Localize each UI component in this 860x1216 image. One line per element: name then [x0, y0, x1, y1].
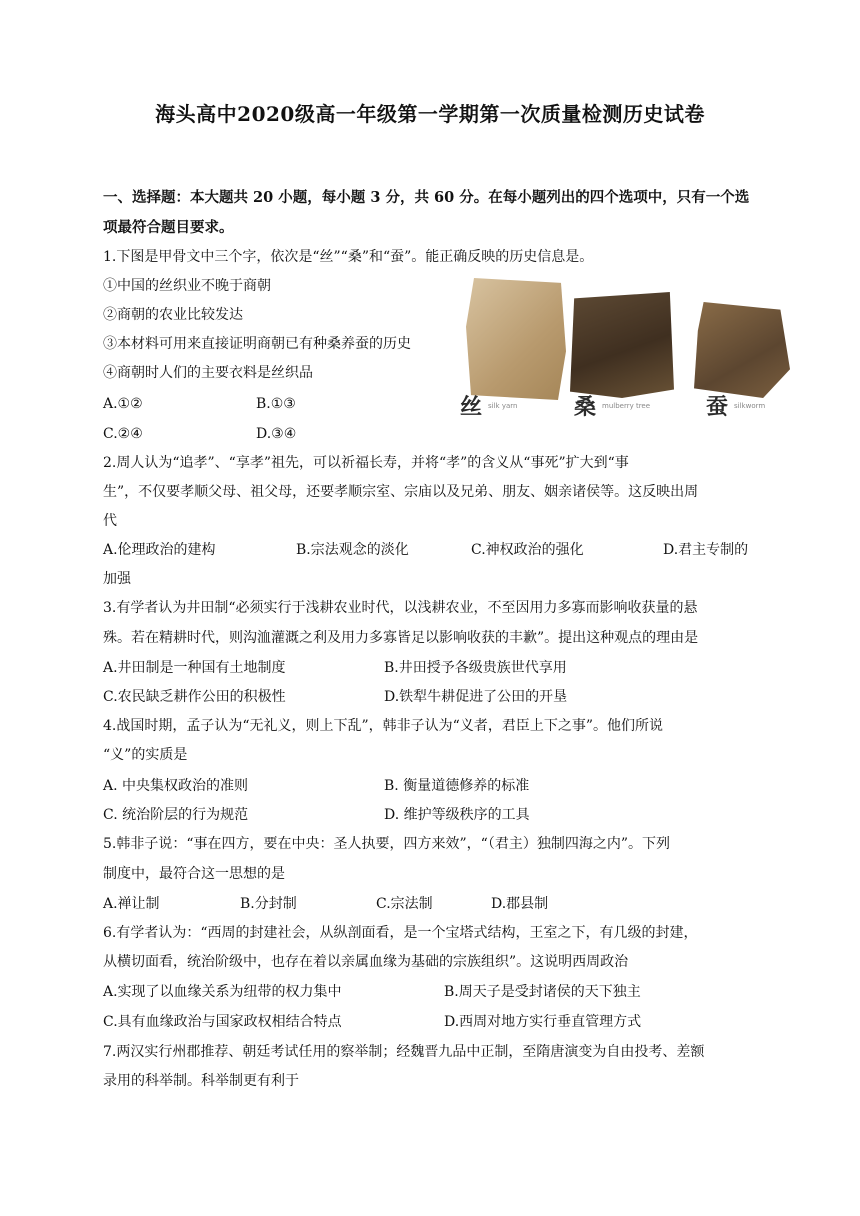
- oracle-glyph-silk: 丝: [460, 394, 483, 420]
- q4-stem-line-1: 4.战国时期，孟子认为“无礼义，则上下乱”，韩非子认为“义者，君臣上下之事”。他们所说: [103, 718, 663, 734]
- q6-stem-line-1: 6.有学者认为：“西周的封建社会，从纵剖面看，是一个宝塔式结构，王室之下，有几级的封建，: [103, 925, 698, 941]
- oracle-glyph-silkworm: 蚕: [706, 394, 729, 420]
- q1-option-b[interactable]: B.①③: [256, 396, 296, 412]
- q6-option-a[interactable]: A.实现了以血缘关系为纽带的权力集中: [103, 984, 342, 1000]
- q4-option-d[interactable]: D. 维护等级秩序的工具: [384, 807, 530, 823]
- q2-option-a[interactable]: A.伦理政治的建构: [103, 542, 216, 558]
- caption-silkworm: silkworm: [734, 402, 766, 410]
- q5-option-b[interactable]: B.分封制: [240, 896, 297, 912]
- q1-item-4: ④商朝时人们的主要衣料是丝织品: [103, 365, 313, 381]
- page-title: 海头高中2020级高一年级第一学期第一次质量检测历史试卷: [155, 102, 705, 126]
- q1-option-a[interactable]: A.①②: [103, 396, 143, 412]
- q1-item-3: ③本材料可用来直接证明商朝已有种桑养蚕的历史: [103, 336, 411, 352]
- q5-stem-line-1: 5.韩非子说：“事在四方，要在中央：圣人执要，四方来效”，“（君主）独制四海之内”。下列: [103, 836, 670, 852]
- oracle-bone-figure: [458, 272, 796, 422]
- q6-option-c[interactable]: C.具有血缘政治与国家政权相结合特点: [103, 1014, 342, 1030]
- q5-option-d[interactable]: D.郡县制: [491, 896, 549, 912]
- section-heading-line-2: 项最符合题目要求。: [103, 219, 234, 236]
- q5-option-a[interactable]: A.禅让制: [103, 896, 160, 912]
- q6-option-b[interactable]: B.周天子是受封诸侯的天下独主: [444, 984, 641, 1000]
- q6-stem-line-2: 从横切面看，统治阶级中，也存在着以亲属血缘为基础的宗族组织”。这说明西周政治: [103, 954, 629, 970]
- q5-option-c[interactable]: C.宗法制: [376, 896, 433, 912]
- q3-stem-line-1: 3.有学者认为井田制“必须实行于浅耕农业时代，以浅耕农业，不至因用力多寡而影响收获量的悬: [103, 600, 698, 616]
- q2-option-d[interactable]: D.君主专制的: [663, 542, 749, 558]
- q2-stem-line-1: 2.周人认为“追孝”、“享孝”祖先，可以祈福长寿，并将“孝”的含义从“事死”扩大到“事: [103, 455, 629, 471]
- q3-option-a[interactable]: A.井田制是一种国有土地制度: [103, 660, 286, 676]
- q2-stem-line-2: 生”，不仅要孝顺父母、祖父母，还要孝顺宗室、宗庙以及兄弟、朋友、姻亲诸侯等。这反映出周: [103, 484, 699, 500]
- q1-stem: 1.下图是甲骨文中三个字，依次是“丝”“桑”和“蚕”。能正确反映的历史信息是。: [103, 249, 594, 265]
- q3-option-c[interactable]: C.农民缺乏耕作公田的积极性: [103, 689, 286, 705]
- q7-stem-line-1: 7.两汉实行州郡推荐、朝廷考试任用的察举制；经魏晋九品中正制，至隋唐演变为自由投考、差额: [103, 1044, 705, 1060]
- q4-option-a[interactable]: A. 中央集权政治的准则: [103, 778, 249, 794]
- q4-option-c[interactable]: C. 统治阶层的行为规范: [103, 807, 249, 823]
- q4-stem-line-2: “义”的实质是: [103, 747, 188, 763]
- q1-option-d[interactable]: D.③④: [256, 426, 297, 442]
- q2-option-b[interactable]: B.宗法观念的淡化: [296, 542, 409, 558]
- oracle-glyph-mulberry: 桑: [574, 394, 597, 420]
- section-heading-line-1: 一、选择题：本大题共 20 小题，每小题 3 分，共 60 分。在每小题列出的四个选项中，只有一个选: [103, 189, 750, 206]
- q2-option-c[interactable]: C.神权政治的强化: [471, 542, 584, 558]
- q2-option-d-wrap: 加强: [103, 571, 131, 587]
- q2-stem-line-3: 代: [103, 513, 117, 529]
- q1-item-1: ①中国的丝织业不晚于商朝: [103, 278, 271, 294]
- q7-stem-line-2: 录用的科举制。科举制更有利于: [103, 1073, 299, 1089]
- oracle-bone-fragment-3: [694, 302, 790, 398]
- q1-item-2: ②商朝的农业比较发达: [103, 307, 243, 323]
- oracle-bone-fragment-1: [466, 278, 566, 400]
- q3-option-b[interactable]: B.井田授予各级贵族世代享用: [384, 660, 567, 676]
- q3-stem-line-2: 殊。若在精耕时代，则沟洫灌溉之利及用力多寡皆足以影响收获的丰歉”。提出这种观点的理由是: [103, 630, 699, 646]
- q6-option-d[interactable]: D.西周对地方实行垂直管理方式: [444, 1014, 642, 1030]
- oracle-bone-fragment-2: [570, 292, 674, 398]
- caption-silk-yarn: silk yarn: [488, 402, 518, 410]
- q4-option-b[interactable]: B. 衡量道德修养的标准: [384, 778, 530, 794]
- caption-mulberry-tree: mulberry tree: [602, 402, 651, 410]
- q3-option-d[interactable]: D.铁犁牛耕促进了公田的开垦: [384, 689, 568, 705]
- q5-stem-line-2: 制度中，最符合这一思想的是: [103, 866, 285, 882]
- q1-option-c[interactable]: C.②④: [103, 426, 143, 442]
